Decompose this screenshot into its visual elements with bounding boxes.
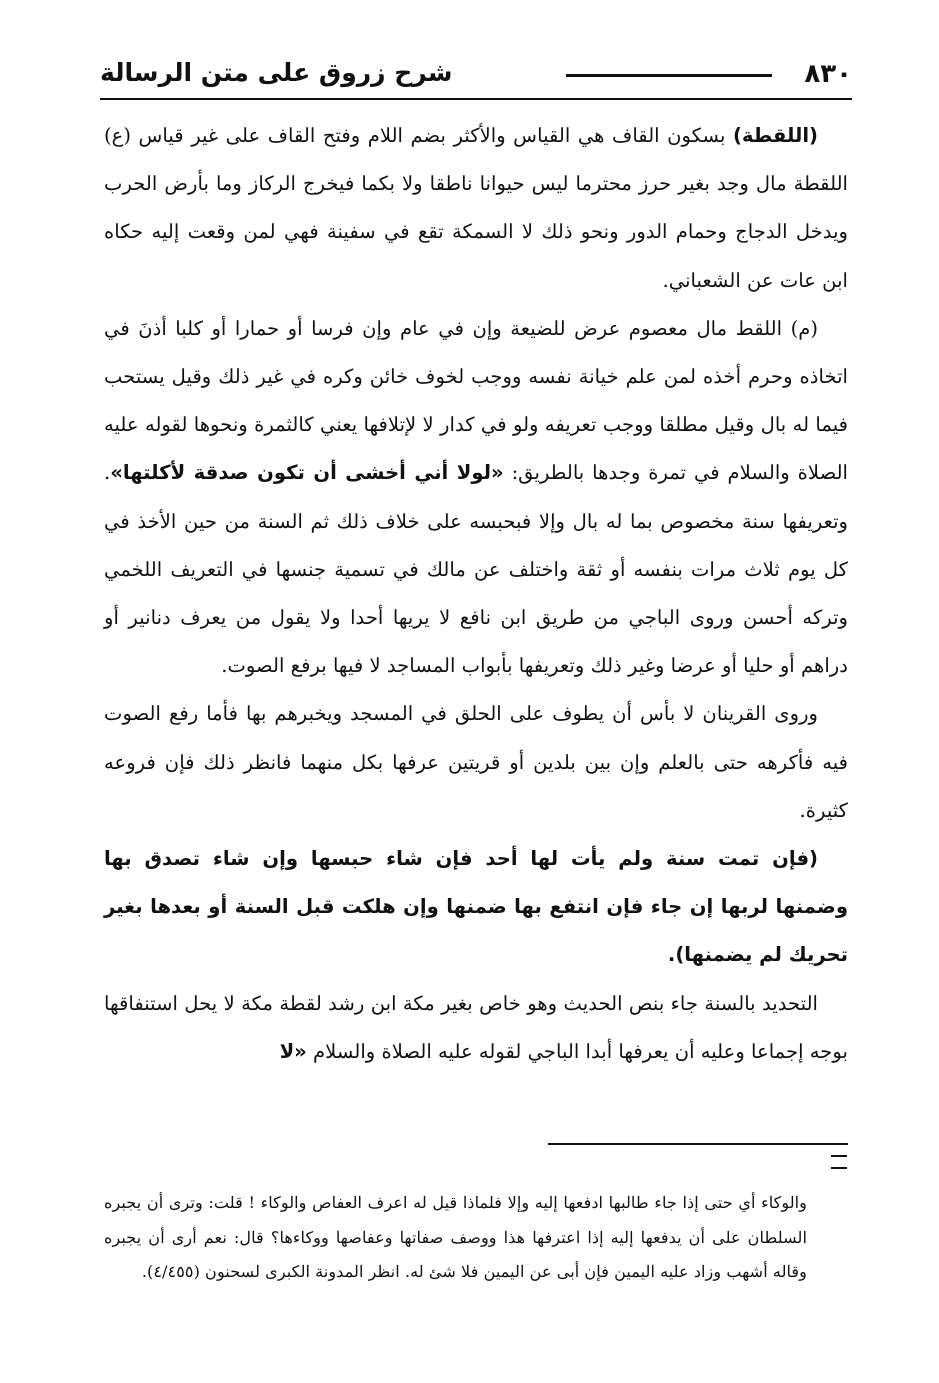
paragraph-ruling-text: (م) اللقط مال معصوم عرض للضيعة وإن في عام وإن فرسا أو حمارا أو كلبا أذنَ في اتخاذه وحرم أخذه لمن علم خيانة نفسه ووجب لخوف خائن وكره في غير ذلك وقيل يستحب فيما له بال وقيل مطلقا ووجب تعريفه ولو في كدار لا لإتلافها يعني كالثمرة ونحوها لقوله عليه الصلاة والسلام في تمرة وجدها بالطريق: [104,316,848,485]
matn-text: (فإن تمت سنة ولم يأت لها أحد فإن شاء حبسها وإن شاء تصدق بها وضمنها لربها إن جاء فإن انتفع بها ضمنها وإن هلكت قبل السنة أو بعدها بغير تحريك لم يضمنها). [104,847,848,967]
paragraph-ruling-continued: . وتعريفها سنة مخصوص بما له بال وإلا فبحبسه على خلاف ذلك ثم السنة من حين الأخذ في كل يوم ثلاث مرات بنفسه أو ثقة واختلف عن مالك في تسمية جنسها في التعريف اللخمي وتركه أحسن وروى الباجي من طريق ابن نافع لا يريها أحدا ولا يقول من يعرف دنانير أو دراهم أو حليا أو عرضا وغير ذلك وتعريفها بأبواب المساجد لا فيها برفع الصوت. [104,461,848,678]
paragraph-definition [104,112,848,305]
hadith-quote: «لولا أني أخشى أن تكون صدقة لأكلتها» [110,461,504,485]
header-underline [100,98,852,100]
page-number: ٨٣٠ [804,59,852,89]
footnote-separator [548,1143,848,1145]
main-text [104,112,848,1076]
running-title: شرح زروق على متن الرسالة [100,58,453,87]
paragraph-makkah [104,980,848,1076]
footnote-text: والوكاء أي حتى إذا جاء طالبها ادفعها إليه وإلا فلماذا قيل له اعرف العفاص والوكاء ! قلت: وترى أن يجبره السلطان على أن يدفعها إليه إذا اعترفها هذا ووصف صفاتها وعفاصها ووكاءها؟ قال: نعم أرى أن يجبره وقاله أشهب وزاد عليه اليمين فإن أبى عن اليمين فلا شئ له. انظر المدونة الكبرى لسحنون (٤/٤٥٥). [104,1193,807,1282]
term-luqata: (اللقطة) [732,124,818,147]
continuation-mark [831,1155,847,1169]
page-header [100,52,852,104]
paragraph-definition-text: بسكون القاف هي القياس والأكثر بضم اللام وفتح القاف على غير قياس (ع) اللقطة مال وجد بغير حرز محترما ليس حيوانا ناطقا ولا بكما فيخرج الركاز وما بأرض الحرب ويدخل الدجاج وحمام الدور ونحو ذلك لا السمكة تقع في سفينة فهي لمن وقعت إليه حكاه ابن عات عن الشعباني. [104,124,848,292]
paragraph-makkah-text: التحديد بالسنة جاء بنص الحديث وهو خاص بغير مكة ابن رشد لقطة مكة لا يحل استنفاقها بوجه إجماعا وعليه أن يعرفها أبدا الباجي لقوله عليه الصلاة والسلام [104,991,848,1063]
footnote [104,1186,807,1290]
paragraph-ruling [104,305,848,691]
header-rule [566,74,772,77]
hadith-quote-start: «لا [279,1039,307,1063]
paragraph-qarinan: وروى القرينان لا بأس أن يطوف على الحلق في المسجد ويخبرهم بها فأما رفع الصوت فيه فأكرهه حتى بالعلم وإن بين بلدين أو قريتين عرفها بكل منهما فانظر ذلك فإن فروعه كثيرة. [104,702,848,822]
